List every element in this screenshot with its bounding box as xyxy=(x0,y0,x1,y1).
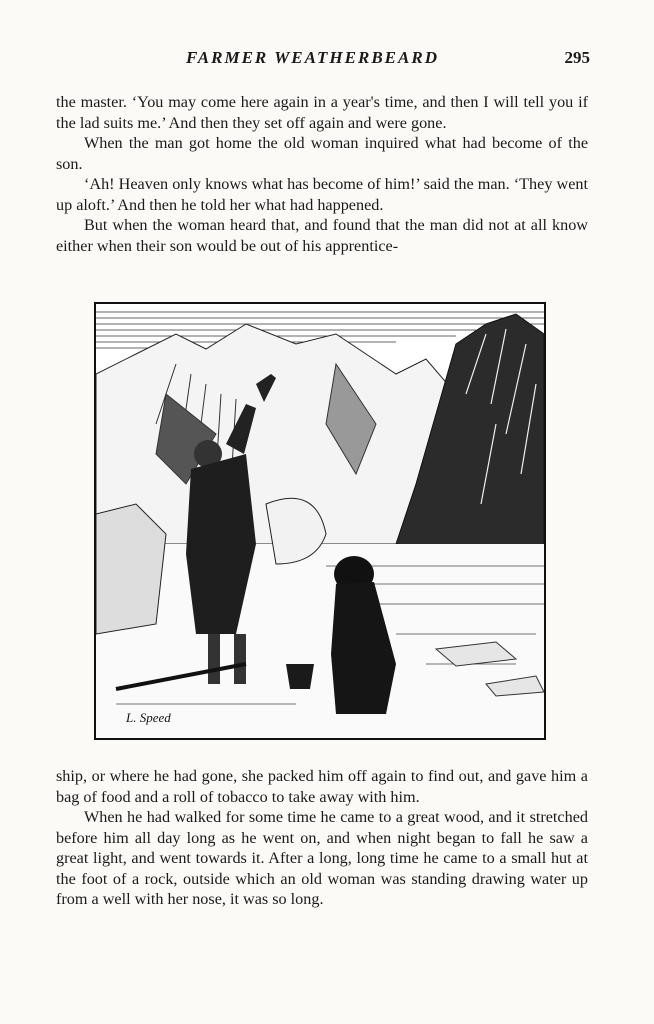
engraving-icon xyxy=(96,304,544,738)
paragraph: When he had walked for some time he came to a great wood, and it stretched before him all day long as he went on, and when night began to fall he saw a great light, and went towards it. After a long, long time he came to a small hut at the foot of a rock, outside which an old woman was standing drawing water up from a well with her nose, it was so long. xyxy=(56,808,588,908)
frozen-lake xyxy=(96,544,544,738)
paragraph: the master. ‘You may come here again in a year's time, and then I will tell you if the lad suits me.’ And then they set off again and were gone. xyxy=(56,93,588,132)
page-number: 295 xyxy=(564,48,590,67)
paragraph: ‘Ah! Heaven only knows what has become of him!’ said the man. ‘They went up aloft.’ And then he told her what had happened. xyxy=(56,175,588,214)
snow-bank xyxy=(96,504,166,634)
bucket xyxy=(286,664,314,689)
artist-signature: L. Speed xyxy=(126,710,171,725)
running-title: FARMER WEATHERBEARD xyxy=(186,48,439,67)
paragraph: ship, or where he had gone, she packed him off again to find out, and gave him a bag of food and a roll of tobacco to take away with him. xyxy=(56,767,588,806)
paragraph: But when the woman heard that, and found that the man did not at all know either when their son would be out of his apprentice- xyxy=(56,216,588,255)
illustration-engraving xyxy=(94,302,546,740)
top-text-block xyxy=(56,92,588,256)
bottom-text-block xyxy=(56,766,588,910)
paragraph: When the man got home the old woman inquired what had become of the son. xyxy=(56,134,588,173)
running-header xyxy=(56,48,590,72)
